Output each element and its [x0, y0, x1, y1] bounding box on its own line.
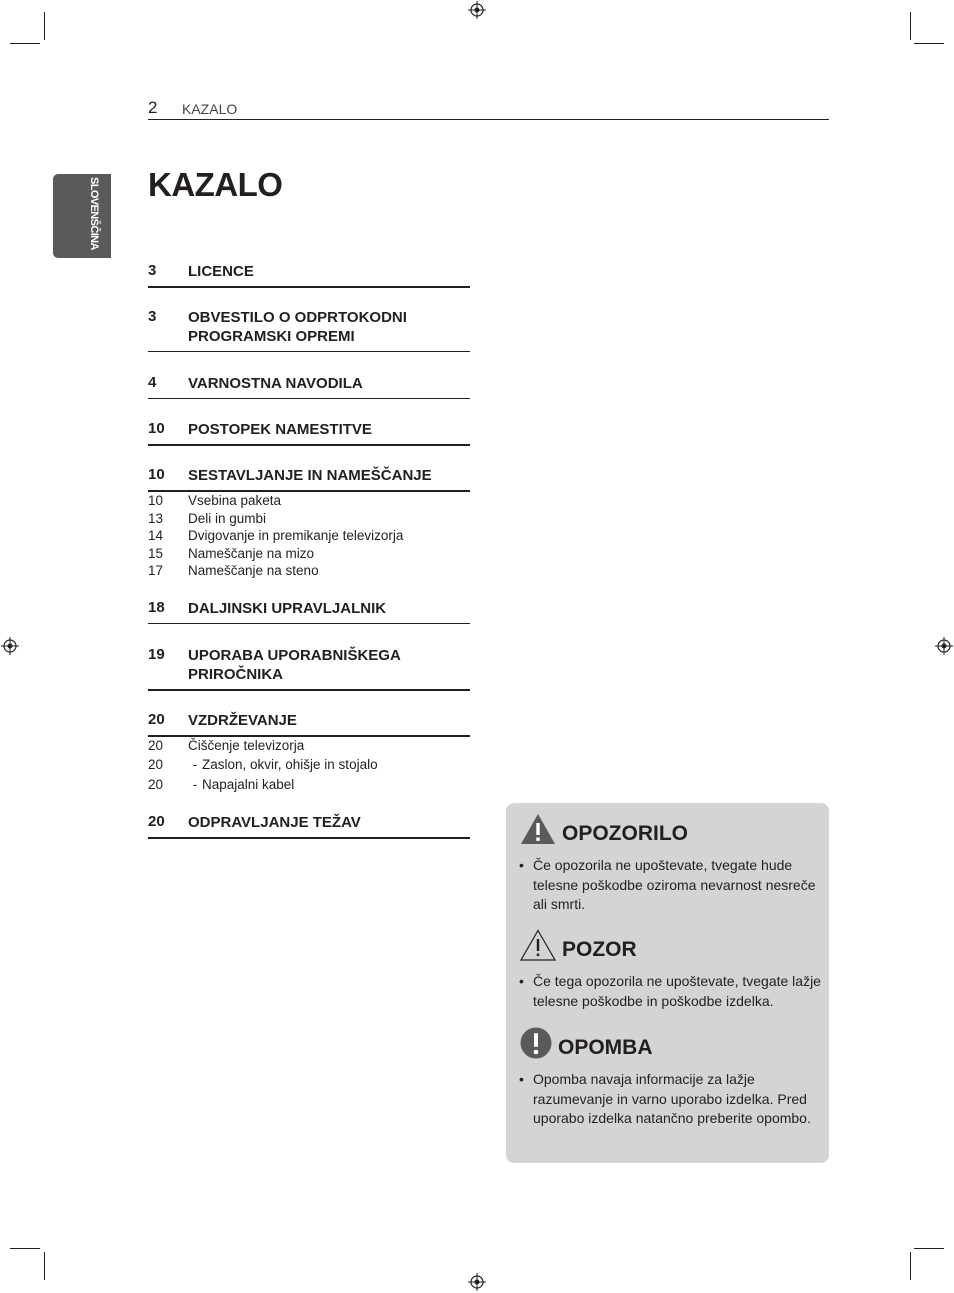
toc-page-number: 4: [148, 374, 157, 391]
note-heading: [520, 1027, 653, 1059]
toc-title: LICENCE: [188, 263, 254, 280]
toc-page-number: 10: [148, 466, 165, 483]
toc-sub-page-number: 15: [148, 546, 164, 561]
toc-entry[interactable]: [148, 308, 470, 352]
crop-mark: [44, 12, 45, 40]
note-title: OPOMBA: [558, 1036, 653, 1059]
toc-page-number: 3: [148, 262, 157, 279]
toc-page-number: 10: [148, 420, 165, 437]
toc-sub-title: Nameščanje na mizo: [188, 546, 315, 561]
toc-entry[interactable]: [148, 813, 470, 839]
toc-subentry[interactable]: [148, 545, 470, 563]
crop-mark: [10, 43, 40, 44]
language-tab: [53, 174, 111, 258]
notice-panel: [506, 803, 829, 1163]
toc-entry[interactable]: [148, 420, 470, 446]
registration-mark-icon: [468, 1273, 486, 1291]
note-text: • Opomba navaja informacije za lažje razumevanje in varno uporabo izdelka. Pred uporabo izdelka natančno preberite opombo.: [519, 1070, 821, 1129]
toc-title: DALJINSKI UPRAVLJALNIK: [188, 600, 387, 617]
page-header: [148, 98, 829, 120]
toc-page-number: 20: [148, 711, 165, 728]
toc-sub-page-number: 20: [148, 757, 164, 772]
toc-sub-title: Zaslon, okvir, ohišje in stojalo: [202, 757, 378, 772]
toc-sub-page-number: 17: [148, 563, 164, 578]
exclamation-circle-icon: [520, 1027, 552, 1059]
toc-subentry[interactable]: [148, 776, 470, 794]
toc-title: UPORABA UPORABNIŠKEGA PRIROČNIKA: [188, 647, 401, 683]
toc-title: SESTAVLJANJE IN NAMEŠČANJE: [188, 467, 432, 484]
toc-page-number: 20: [148, 813, 165, 830]
toc-entry[interactable]: [148, 466, 470, 492]
crop-mark: [910, 12, 911, 40]
crop-mark: [910, 1252, 911, 1280]
caution-text: • Če tega opozorila ne upoštevate, tvegate lažje telesne poškodbe in poškodbe izdelka.: [519, 972, 821, 1011]
toc-title: POSTOPEK NAMESTITVE: [188, 421, 372, 438]
toc-entry[interactable]: [148, 262, 470, 288]
toc-sub-title: Deli in gumbi: [188, 511, 267, 526]
page-title: KAZALO: [148, 166, 283, 203]
registration-mark-icon: [935, 637, 953, 655]
toc-entry[interactable]: [148, 711, 470, 737]
toc-page-number: 3: [148, 308, 157, 325]
crop-mark: [44, 1252, 45, 1280]
crop-mark: [10, 1248, 40, 1249]
toc-subentry[interactable]: [148, 737, 470, 755]
toc-sub-page-number: 20: [148, 777, 164, 792]
toc-title: VZDRŽEVANJE: [188, 712, 297, 729]
language-label: SLOVENŠČINA: [88, 177, 100, 250]
toc-subentry[interactable]: [148, 562, 470, 580]
toc-title: VARNOSTNA NAVODILA: [188, 375, 363, 392]
caution-heading: [520, 929, 637, 961]
running-title: KAZALO: [182, 101, 238, 117]
warning-triangle-icon: [520, 813, 556, 845]
toc-sub-title: Čiščenje televizorja: [188, 738, 305, 753]
crop-mark: [914, 43, 944, 44]
dash-bullet: -: [192, 757, 198, 772]
page-number: 2: [148, 98, 158, 117]
toc-title: OBVESTILO O ODPRTOKODNI PROGRAMSKI OPREMI: [188, 309, 407, 345]
warning-heading: [520, 813, 688, 845]
warning-text: • Če opozorila ne upoštevate, tvegate hude telesne poškodbe oziroma nevarnost nesreče ali smrti.: [519, 856, 821, 915]
toc-sub-title: Napajalni kabel: [202, 777, 295, 792]
toc-subentry[interactable]: [148, 510, 470, 528]
toc-page-number: 19: [148, 646, 165, 663]
toc-sub-title: Nameščanje na steno: [188, 563, 319, 578]
toc-sub-page-number: 10: [148, 493, 164, 508]
toc-sub-title: Dvigovanje in premikanje televizorja: [188, 528, 404, 543]
toc-sub-title: Vsebina paketa: [188, 493, 282, 508]
toc-title: ODPRAVLJANJE TEŽAV: [188, 814, 361, 831]
toc-entry[interactable]: [148, 599, 470, 624]
caution-triangle-icon: [520, 929, 556, 961]
caution-title: POZOR: [562, 938, 637, 961]
toc-subentry[interactable]: [148, 527, 470, 545]
dash-bullet: -: [192, 777, 198, 792]
toc-sub-page-number: 14: [148, 528, 164, 543]
registration-mark-icon: [468, 1, 486, 19]
warning-title: OPOZORILO: [562, 822, 688, 845]
toc-sub-page-number: 20: [148, 738, 164, 753]
crop-mark: [914, 1248, 944, 1249]
toc-entry[interactable]: [148, 646, 470, 691]
toc-page-number: 18: [148, 599, 165, 616]
toc-subentry[interactable]: [148, 756, 470, 774]
toc-sub-page-number: 13: [148, 511, 164, 526]
registration-mark-icon: [1, 637, 19, 655]
toc-subentry[interactable]: [148, 492, 470, 510]
toc-entry[interactable]: [148, 374, 470, 399]
